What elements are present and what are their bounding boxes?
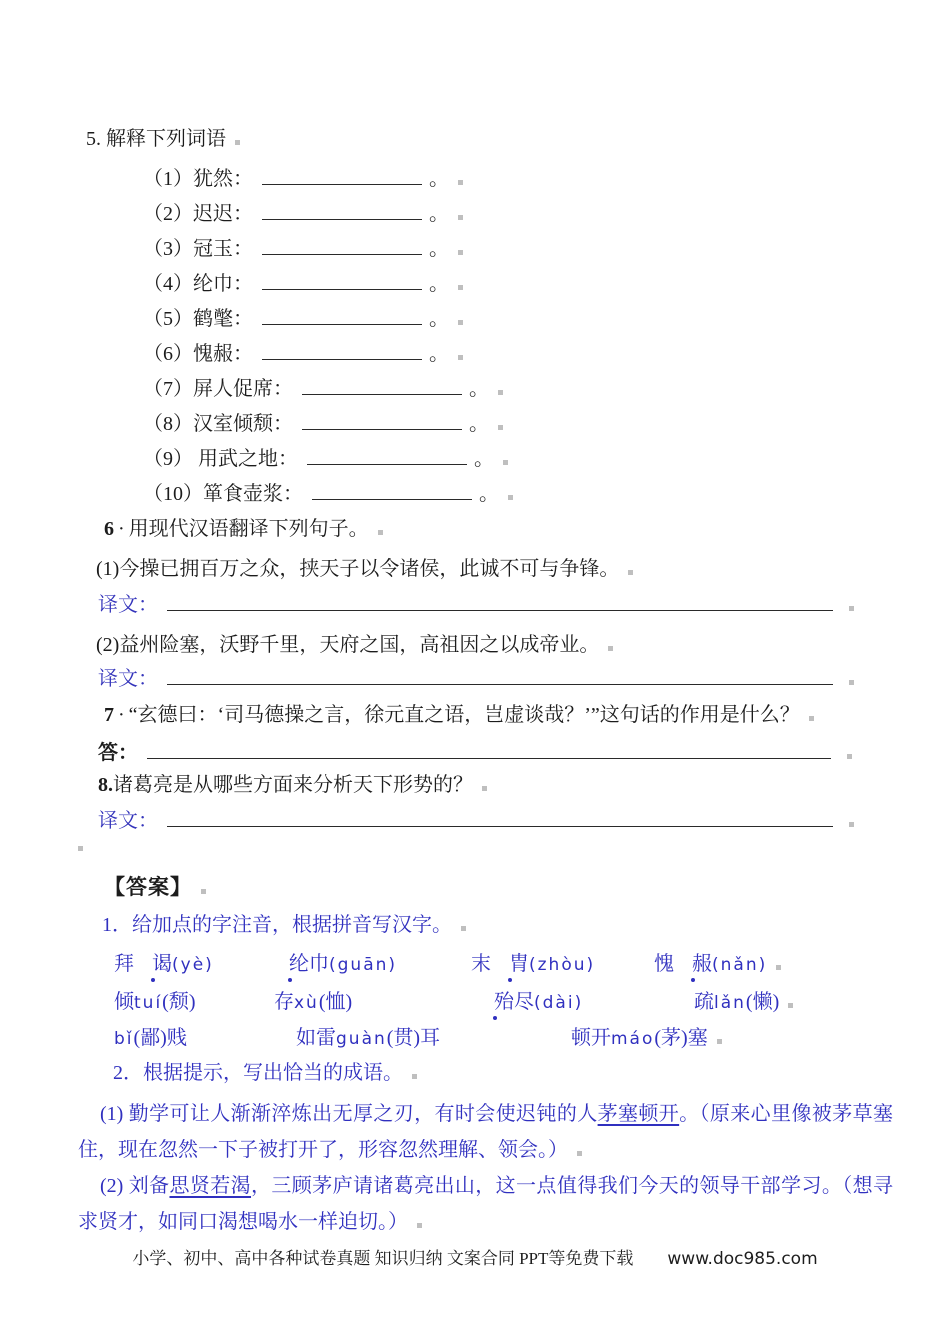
footer-text: 小学、初中、高中各种试卷真题 知识归纳 文案合同 PPT等免费下载 xyxy=(132,1249,634,1268)
char: (恤) xyxy=(318,991,353,1013)
char: 尽 xyxy=(514,991,534,1013)
q5-item-5 xyxy=(143,302,893,337)
paragraph-mark xyxy=(498,390,503,395)
pinyin-entry xyxy=(676,988,779,1017)
paragraph-mark xyxy=(458,215,463,220)
question-7-number: 7 xyxy=(104,704,114,726)
pinyin-entry xyxy=(553,1024,708,1053)
pinyin: bǐ xyxy=(114,1029,134,1049)
answer-text: ，三顾茅庐请诸葛亮出山，这一点值得我们今天的领导干部学习。（想寻求贤才，如同口渴想喝水一样迫切。） xyxy=(78,1175,893,1233)
paragraph-mark xyxy=(458,320,463,325)
q6-sentence-2-text: (2)益州险塞，沃野千里，天府之国，高祖因之以成帝业。 xyxy=(96,634,600,656)
paragraph-mark xyxy=(458,285,463,290)
pinyin-entry xyxy=(96,950,253,979)
page-footer xyxy=(0,1244,950,1269)
emphasized-char: 殆 xyxy=(476,988,514,1016)
pinyin-entry xyxy=(96,988,256,1017)
pinyin-entry xyxy=(96,1024,278,1053)
pinyin: (guān) xyxy=(329,955,398,975)
question-6-title-text: 用现代汉语翻译下列句子。 xyxy=(128,518,369,540)
char: 顿开 xyxy=(571,1027,611,1049)
char: 拜 xyxy=(114,953,134,975)
answer-text: 。（原来心里像被茅草塞住，现在忽然一下子被打开了，形容忽然理解、领会。） xyxy=(78,1103,894,1161)
number-separator: · xyxy=(118,518,125,540)
paragraph-mark xyxy=(235,140,240,145)
char: 贱 xyxy=(166,1027,187,1049)
char: 倾 xyxy=(114,991,134,1013)
char: (颓) xyxy=(162,991,196,1013)
q6-sentence-1 xyxy=(78,556,893,582)
question-8-number: 8. xyxy=(98,774,113,796)
fill-in-blank xyxy=(262,306,422,325)
q5-item-2 xyxy=(143,197,893,232)
question-7-title xyxy=(78,702,893,728)
q5-item-5-label: （5）鹤氅： xyxy=(143,308,253,330)
pinyin-entry xyxy=(636,950,767,979)
emphasized-char: 胄 xyxy=(491,950,529,978)
translation-label: 译文： xyxy=(98,594,158,616)
emphasized-char: 谒 xyxy=(134,950,172,978)
q6-sentence-1-text: (1)今操已拥百万之众，挟天子以令诸侯，此诚不可与争锋。 xyxy=(96,558,620,580)
pinyin-row-3 xyxy=(78,1024,893,1052)
question-8-text: 诸葛亮是从哪些方面来分析天下形势的？ xyxy=(113,774,473,796)
paragraph-mark xyxy=(458,180,463,185)
translation-label: 译文： xyxy=(98,668,158,690)
q5-item-6 xyxy=(143,337,893,372)
char: 塞 xyxy=(687,1027,708,1049)
answer-text: (1) 勤学可让人渐渐淬炼出无厚之刃，有时会使迟钝的人 xyxy=(100,1103,598,1125)
char: 末 xyxy=(471,953,491,975)
paragraph-mark xyxy=(849,606,854,611)
pinyin: guàn xyxy=(336,1029,387,1049)
pinyin-entry xyxy=(458,988,676,1017)
char: 巾 xyxy=(309,953,329,975)
q5-item-4-label: （4）纶巾： xyxy=(143,273,253,295)
paragraph-mark xyxy=(847,754,852,759)
answer-label: 答： xyxy=(98,742,138,764)
paragraph-mark xyxy=(628,570,633,575)
fill-in-blank xyxy=(167,808,833,827)
pinyin: (nǎn) xyxy=(712,955,768,975)
q5-item-4 xyxy=(143,267,893,302)
pinyin-entry xyxy=(253,950,453,979)
fill-in-blank xyxy=(262,236,422,255)
fill-in-blank xyxy=(167,592,833,611)
char: 愧 xyxy=(654,953,674,975)
paragraph-mark xyxy=(378,530,383,535)
q5-item-1-label: （1）犹然： xyxy=(143,168,253,190)
q5-item-1 xyxy=(143,162,893,197)
fill-in-blank xyxy=(262,271,422,290)
emphasized-char: 纶 xyxy=(271,950,309,978)
q5-item-9-label: （9） 用武之地： xyxy=(143,448,298,470)
paragraph-mark xyxy=(577,1151,582,1156)
period: 。 xyxy=(429,343,449,365)
pinyin-entry xyxy=(256,988,458,1017)
pinyin: máo xyxy=(611,1029,655,1049)
char: 疏 xyxy=(694,991,714,1013)
answer-2-paragraph-1 xyxy=(78,1096,893,1168)
fill-in-blank xyxy=(147,740,831,759)
paragraph-mark xyxy=(717,1039,722,1044)
paragraph-mark xyxy=(849,822,854,827)
site-url[interactable]: www.doc985.com xyxy=(667,1249,818,1269)
question-5-title xyxy=(78,126,893,152)
fill-in-blank xyxy=(302,376,462,395)
q8-answer-line xyxy=(78,808,893,834)
fill-in-blank xyxy=(262,166,422,185)
question-6-title xyxy=(78,516,893,542)
char: 存 xyxy=(274,991,294,1013)
period: 。 xyxy=(474,448,494,470)
period: 。 xyxy=(429,238,449,260)
q5-item-10 xyxy=(143,477,893,512)
q6-answer-line-1 xyxy=(78,592,893,618)
paragraph-mark xyxy=(788,1003,793,1008)
paragraph-mark xyxy=(849,680,854,685)
char: 如雷 xyxy=(296,1027,336,1049)
answers-header-text: 【答案】 xyxy=(104,875,192,899)
pinyin: (yè) xyxy=(172,955,214,975)
q5-item-8 xyxy=(143,407,893,442)
translation-label: 译文： xyxy=(98,810,158,832)
emphasized-char: 赧 xyxy=(674,950,712,978)
pinyin-entry xyxy=(453,950,636,979)
answer-2-title-text: 2．根据提示，写出恰当的成语。 xyxy=(113,1062,403,1084)
pinyin: (dài) xyxy=(534,993,584,1013)
paragraph-mark xyxy=(417,1223,422,1228)
q6-sentence-2 xyxy=(78,632,893,658)
q5-item-3 xyxy=(143,232,893,267)
pinyin: xù xyxy=(294,993,319,1013)
paragraph-mark xyxy=(508,495,513,500)
question-5-items xyxy=(78,162,893,512)
period: 。 xyxy=(429,203,449,225)
number-separator: · xyxy=(118,704,125,726)
fill-in-blank xyxy=(312,481,472,500)
period: 。 xyxy=(479,483,499,505)
char: (茅) xyxy=(654,1027,688,1049)
period: 。 xyxy=(469,378,489,400)
paragraph-mark xyxy=(498,425,503,430)
q5-item-3-label: （3）冠玉： xyxy=(143,238,253,260)
paragraph-mark xyxy=(809,716,814,721)
char: (贯) xyxy=(386,1027,421,1049)
paragraph-mark xyxy=(458,355,463,360)
char: 耳 xyxy=(420,1027,441,1049)
question-6-number: 6 xyxy=(104,518,114,540)
fill-in-blank xyxy=(262,201,422,220)
period: 。 xyxy=(429,308,449,330)
pinyin-entry xyxy=(278,1024,553,1053)
paragraph-mark xyxy=(503,460,508,465)
fill-in-blank xyxy=(262,341,422,360)
underlined-idiom: 思贤若渴 xyxy=(169,1175,252,1197)
q5-item-7 xyxy=(143,372,893,407)
q5-item-2-label: （2）迟迟： xyxy=(143,203,253,225)
q5-item-9 xyxy=(143,442,893,477)
answer-1-title xyxy=(78,912,893,938)
underlined-idiom: 茅塞顿开 xyxy=(597,1103,680,1125)
q5-item-7-label: （7）屏人促席： xyxy=(143,378,293,400)
pinyin-row-1 xyxy=(78,950,893,978)
period: 。 xyxy=(429,273,449,295)
paragraph-mark xyxy=(608,646,613,651)
q7-answer-line xyxy=(78,740,893,766)
paragraph-mark xyxy=(461,926,466,931)
question-7-text: “玄德曰：‘司马德操之言，徐元直之语，岂虚谈哉？’”这句话的作用是什么？ xyxy=(128,704,800,726)
answer-1-title-text: 1．给加点的字注音，根据拼音写汉字。 xyxy=(102,914,452,936)
paragraph-mark xyxy=(412,1074,417,1079)
char: (懒) xyxy=(745,991,780,1013)
empty-paragraph xyxy=(78,838,893,852)
fill-in-blank xyxy=(167,666,833,685)
paragraph-mark xyxy=(776,965,781,970)
pinyin: (zhòu) xyxy=(529,955,596,975)
question-5-title-text: 5. 解释下列词语 xyxy=(86,128,226,150)
q5-item-8-label: （8）汉室倾颓： xyxy=(143,413,293,435)
fill-in-blank xyxy=(302,411,462,430)
pinyin-row-2 xyxy=(78,988,893,1016)
fill-in-blank xyxy=(307,446,467,465)
question-8-title xyxy=(78,772,893,798)
q6-answer-line-2 xyxy=(78,666,893,692)
q5-item-10-label: （10）箪食壶浆： xyxy=(143,483,303,505)
answer-2-title xyxy=(78,1060,893,1086)
q5-item-6-label: （6）愧赧： xyxy=(143,343,253,365)
pinyin: tuí xyxy=(134,993,163,1013)
period: 。 xyxy=(469,413,489,435)
pinyin: lǎn xyxy=(714,993,746,1013)
paragraph-mark xyxy=(78,846,83,851)
paragraph-mark xyxy=(458,250,463,255)
paragraph-mark xyxy=(482,786,487,791)
answer-2-paragraph-2 xyxy=(78,1168,893,1240)
answer-text: (2) 刘备 xyxy=(100,1175,170,1197)
period: 。 xyxy=(429,168,449,190)
paragraph-mark xyxy=(201,889,206,894)
answers-header xyxy=(78,874,893,900)
char: (鄙) xyxy=(133,1027,167,1049)
